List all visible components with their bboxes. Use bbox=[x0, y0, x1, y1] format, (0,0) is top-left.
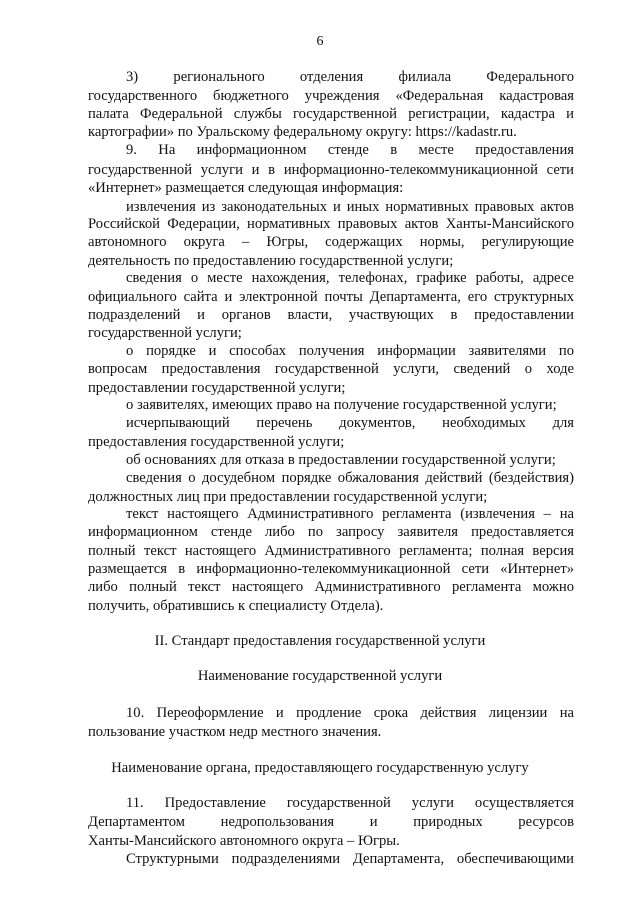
body-text-line: информационном стенде либо по запросу заявителя предоставляется bbox=[88, 524, 574, 540]
body-text-line: либо полный текст настоящего Административного регламента можно bbox=[88, 579, 574, 595]
body-text-line: вопросам предоставления государственной услуги, сведений о ходе bbox=[88, 361, 574, 377]
section-heading: Наименование государственной услуги bbox=[197, 668, 443, 684]
body-text-line: официального сайта и электронной почты Департамента, его структурных bbox=[88, 289, 574, 305]
body-text-line: предоставления государственной услуги; bbox=[88, 434, 345, 450]
body-text-line: должностных лиц при предоставлении государственной услуги; bbox=[88, 489, 488, 505]
body-text-line: Департаментом недропользования и природных ресурсов bbox=[88, 814, 574, 830]
body-text-line: получить, обратившись к специалисту Отдела). bbox=[88, 598, 384, 614]
body-text-line: государственной услуги и в информационно-телекоммуникационной сети bbox=[88, 162, 574, 178]
body-text-line: сведения о месте нахождения, телефонах, графике работы, адресе bbox=[126, 270, 574, 286]
body-text-line: палата Федеральной службы государственной регистрации, кадастра и bbox=[88, 106, 574, 122]
page-number: 6 bbox=[316, 34, 324, 49]
body-text-line: полный текст настоящего Административного регламента; полная версия bbox=[88, 543, 574, 559]
section-heading: Наименование органа, предоставляющего государственную услугу bbox=[111, 760, 529, 776]
body-text-line: размещается в информационно-телекоммуникационной сети «Интернет» bbox=[88, 561, 574, 577]
body-text-line: картографии» по Уральскому федеральному округу: https://kadastr.ru. bbox=[88, 124, 517, 140]
section-heading: II. Стандарт предоставления государственной услуги bbox=[154, 633, 486, 649]
body-text-line: исчерпывающий перечень документов, необходимых для bbox=[126, 415, 574, 431]
body-text-line: Российской Федерации, нормативных правовых актов Ханты-Мансийского bbox=[88, 216, 574, 232]
body-text-line: об основаниях для отказа в предоставлении государственной услуги; bbox=[126, 452, 556, 468]
body-text-line: Структурными подразделениями Департамента, обеспечивающими bbox=[126, 851, 574, 867]
body-text-line: текст настоящего Административного регламента (извлечения – на bbox=[126, 506, 574, 522]
body-text-line: автономного округа – Югры, содержащих нормы, регулирующие bbox=[88, 234, 574, 250]
body-text-line: пользование участком недр местного значения. bbox=[88, 724, 382, 740]
body-text-line: государственной услуги; bbox=[88, 325, 242, 341]
body-text-line: извлечения из законодательных и иных нормативных правовых актов bbox=[126, 199, 574, 215]
body-text-line: Ханты-Мансийского автономного округа – Югры. bbox=[88, 833, 400, 849]
body-text-line: государственного бюджетного учреждения «Федеральная кадастровая bbox=[88, 88, 574, 104]
body-text-line: 9. На информационном стенде в месте предоставления bbox=[126, 142, 574, 158]
body-text-line: 3) регионального отделения филиала Федерального bbox=[126, 69, 574, 85]
body-text-line: о заявителях, имеющих право на получение государственной услуги; bbox=[126, 397, 557, 413]
body-text-line: 11. Предоставление государственной услуги осуществляется bbox=[126, 795, 574, 811]
body-text-line: 10. Переоформление и продление срока действия лицензии на bbox=[126, 705, 574, 721]
body-text-line: предоставлении государственной услуги; bbox=[88, 380, 346, 396]
body-text-line: деятельность по предоставлению государственной услуги; bbox=[88, 253, 454, 269]
body-text-line: о порядке и способах получения информации заявителями по bbox=[126, 343, 574, 359]
body-text-line: сведения о досудебном порядке обжалования действий (бездействия) bbox=[126, 470, 574, 486]
body-text-line: подразделений и органов власти, участвующих в предоставлении bbox=[88, 307, 574, 323]
body-text-line: «Интернет» размещается следующая информация: bbox=[88, 180, 404, 196]
